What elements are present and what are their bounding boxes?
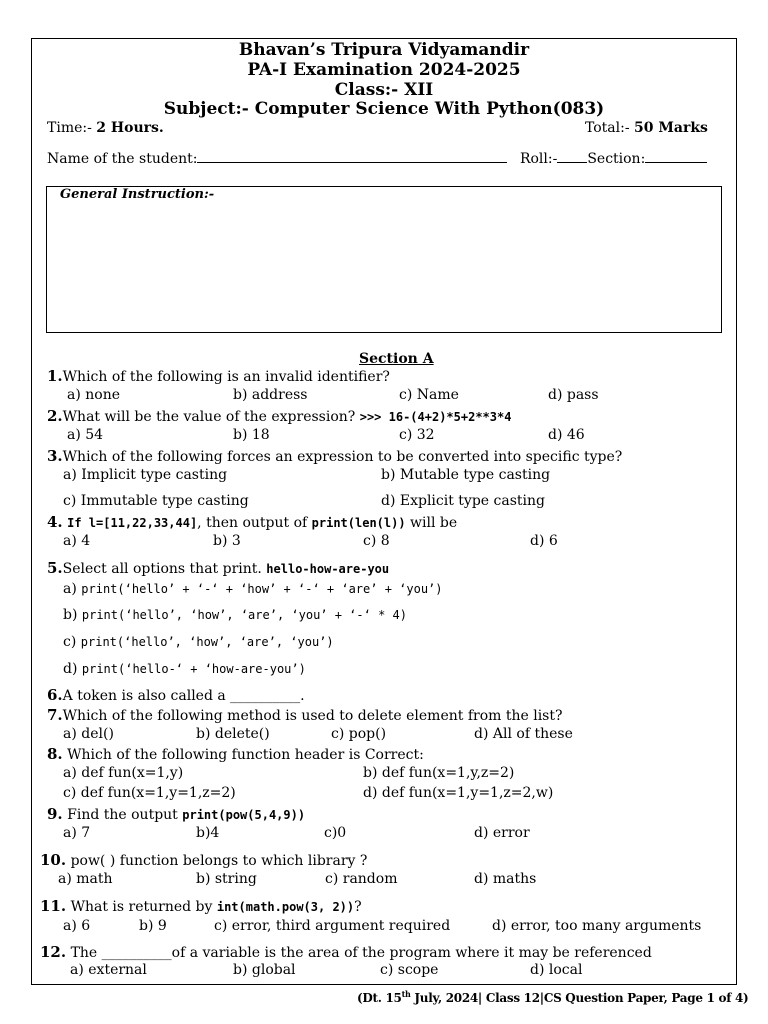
roll-blank[interactable] bbox=[557, 150, 587, 163]
q12-option-c[interactable]: c) scope bbox=[380, 962, 439, 978]
question-number: 6. bbox=[47, 686, 63, 704]
option-label: c) bbox=[63, 634, 81, 650]
question-text: Which of the following is an invalid identifier? bbox=[62, 369, 390, 385]
question-code: >>> 16-(4+2)*5+2**3*4 bbox=[359, 410, 512, 424]
q8-option-c[interactable]: c) def fun(x=1,y=1,z=2) bbox=[63, 785, 236, 801]
q10-option-d[interactable]: d) maths bbox=[474, 871, 537, 887]
option-label: d) bbox=[63, 661, 82, 677]
question-number: 2. bbox=[47, 407, 63, 425]
q4-option-b[interactable]: b) 3 bbox=[213, 533, 241, 549]
option-code: print(‘hello-‘ + ‘how-are-you’) bbox=[81, 662, 306, 676]
q10-option-a[interactable]: a) math bbox=[58, 871, 113, 887]
q4-option-d[interactable]: d) 6 bbox=[530, 533, 558, 549]
total-value: 50 Marks bbox=[634, 120, 708, 136]
question-text: pow( ) function belongs to which library ? bbox=[70, 853, 368, 869]
question-9 bbox=[47, 805, 305, 823]
q7-option-c[interactable]: c) pop() bbox=[331, 726, 387, 742]
total-row bbox=[585, 120, 708, 136]
question-code: print(len(l)) bbox=[311, 516, 406, 530]
q5-option-c[interactable] bbox=[63, 634, 334, 650]
question-8 bbox=[47, 745, 424, 763]
q11-option-d[interactable]: d) error, too many arguments bbox=[492, 918, 702, 934]
q3-option-a[interactable]: a) Implicit type casting bbox=[63, 467, 228, 483]
question-number: 10. bbox=[40, 851, 67, 869]
question-number: 1. bbox=[47, 367, 63, 385]
q7-option-d[interactable]: d) All of these bbox=[474, 726, 573, 742]
q12-option-b[interactable]: b) global bbox=[233, 962, 296, 978]
footer-pre: (Dt. 15 bbox=[357, 991, 402, 1005]
question-code: int(math.pow(3, 2)) bbox=[216, 900, 355, 914]
question-code: If l=[11,22,33,44] bbox=[67, 516, 198, 530]
footer-post: July, 2024| Class 12|CS Question Paper, Page 1 of 4) bbox=[410, 991, 749, 1005]
q2-option-a[interactable]: a) 54 bbox=[67, 427, 104, 443]
question-3 bbox=[47, 447, 622, 465]
question-text: The __________of a variable is the area of the program where it may be referenced bbox=[70, 945, 652, 961]
question-text: Which of the following method is used to delete element from the list? bbox=[62, 708, 563, 724]
question-6 bbox=[47, 686, 305, 704]
section-label: Section: bbox=[587, 151, 646, 167]
time-label: Time:- bbox=[47, 120, 97, 136]
instruction-box bbox=[46, 186, 722, 333]
q5-option-b[interactable] bbox=[63, 607, 407, 623]
question-text: Select all options that print. bbox=[62, 561, 267, 577]
question-code: hello-how-are-you bbox=[266, 562, 390, 576]
q1-option-b[interactable]: b) address bbox=[233, 387, 308, 403]
question-number: 9. bbox=[47, 805, 63, 823]
question-number: 8. bbox=[47, 745, 63, 763]
q2-option-b[interactable]: b) 18 bbox=[233, 427, 270, 443]
question-number: 3. bbox=[47, 447, 63, 465]
q9-option-b[interactable]: b)4 bbox=[196, 825, 220, 841]
q12-option-d[interactable]: d) local bbox=[530, 962, 583, 978]
school-name: Bhavan’s Tripura Vidyamandir bbox=[238, 40, 530, 60]
question-7 bbox=[47, 706, 563, 724]
q8-option-b[interactable]: b) def fun(x=1,y,z=2) bbox=[363, 765, 515, 781]
subject-label: Subject:- Computer Science With Python(083) bbox=[163, 99, 605, 119]
q9-option-a[interactable]: a) 7 bbox=[63, 825, 91, 841]
question-text: Which of the following forces an expression to be converted into specific type? bbox=[62, 449, 623, 465]
question-number: 12. bbox=[40, 943, 67, 961]
q8-option-a[interactable]: a) def fun(x=1,y) bbox=[63, 765, 184, 781]
question-2 bbox=[47, 407, 511, 425]
option-code: print(‘hello’, ‘how’, ‘are’, ‘you’) bbox=[80, 635, 334, 649]
question-text: Which of the following function header is Correct: bbox=[67, 747, 424, 763]
time-value: 2 Hours. bbox=[96, 120, 164, 136]
q4-option-a[interactable]: a) 4 bbox=[63, 533, 91, 549]
q1-option-c[interactable]: c) Name bbox=[399, 387, 459, 403]
page-footer bbox=[357, 989, 748, 1005]
question-text: What will be the value of the expression? bbox=[62, 409, 360, 425]
option-code: print(‘hello’ + ‘-‘ + ‘how’ + ‘-‘ + ‘are’ + ‘you’) bbox=[81, 582, 443, 596]
instruction-title: General Instruction:- bbox=[60, 187, 215, 202]
option-label: a) bbox=[63, 581, 82, 597]
q5-option-a[interactable] bbox=[63, 581, 443, 597]
q2-option-c[interactable]: c) 32 bbox=[399, 427, 435, 443]
question-text: Find the output bbox=[67, 807, 183, 823]
question-10 bbox=[40, 851, 367, 869]
exam-title: PA-I Examination 2024-2025 bbox=[247, 60, 521, 80]
q9-option-c[interactable]: c)0 bbox=[324, 825, 347, 841]
option-code: print(‘hello’, ‘how’, ‘are’, ‘you’ + ‘-‘ * 4) bbox=[81, 608, 407, 622]
total-label: Total:- bbox=[585, 120, 635, 136]
q2-option-d[interactable]: d) 46 bbox=[548, 427, 585, 443]
section-a-title: Section A bbox=[359, 351, 434, 367]
question-number: 11. bbox=[40, 897, 67, 915]
question-5 bbox=[47, 559, 389, 577]
time-row bbox=[47, 120, 164, 136]
class-label: Class:- XII bbox=[334, 80, 434, 100]
q12-option-a[interactable]: a) external bbox=[70, 962, 147, 978]
q3-option-b[interactable]: b) Mutable type casting bbox=[381, 467, 551, 483]
q10-option-c[interactable]: c) random bbox=[325, 871, 398, 887]
q10-option-b[interactable]: b) string bbox=[196, 871, 257, 887]
question-text: What is returned by bbox=[70, 899, 217, 915]
q1-option-a[interactable]: a) none bbox=[67, 387, 121, 403]
q11-option-b[interactable]: b) 9 bbox=[139, 918, 167, 934]
q11-option-c[interactable]: c) error, third argument required bbox=[214, 918, 451, 934]
q7-option-b[interactable]: b) delete() bbox=[196, 726, 270, 742]
question-text: , then output of bbox=[197, 515, 312, 531]
question-number: 7. bbox=[47, 706, 63, 724]
question-code: print(pow(5,4,9)) bbox=[182, 808, 306, 822]
roll-label: Roll:- bbox=[519, 151, 558, 167]
question-text: ? bbox=[354, 899, 362, 915]
q5-option-d[interactable] bbox=[63, 661, 306, 677]
q1-option-d[interactable]: d) pass bbox=[548, 387, 599, 403]
page-border bbox=[31, 38, 737, 985]
q4-option-c[interactable]: c) 8 bbox=[363, 533, 390, 549]
student-row bbox=[47, 150, 707, 167]
name-label: Name of the student: bbox=[47, 151, 198, 167]
question-text: A token is also called a __________. bbox=[62, 688, 305, 704]
name-blank[interactable] bbox=[197, 150, 507, 163]
question-text: will be bbox=[405, 515, 458, 531]
question-1 bbox=[47, 367, 390, 385]
option-label: b) bbox=[63, 607, 82, 623]
question-number: 4. bbox=[47, 513, 63, 531]
section-blank[interactable] bbox=[645, 150, 707, 163]
q7-option-a[interactable]: a) del() bbox=[63, 726, 114, 742]
question-4 bbox=[47, 513, 457, 531]
question-11 bbox=[40, 897, 362, 915]
question-12 bbox=[40, 943, 652, 961]
q9-option-d[interactable]: d) error bbox=[474, 825, 530, 841]
q3-option-c[interactable]: c) Immutable type casting bbox=[63, 493, 249, 509]
footer-sup: th bbox=[401, 989, 411, 999]
q11-option-a[interactable]: a) 6 bbox=[63, 918, 91, 934]
q3-option-d[interactable]: d) Explicit type casting bbox=[381, 493, 545, 509]
q8-option-d[interactable]: d) def fun(x=1,y=1,z=2,w) bbox=[363, 785, 554, 801]
question-number: 5. bbox=[47, 559, 63, 577]
